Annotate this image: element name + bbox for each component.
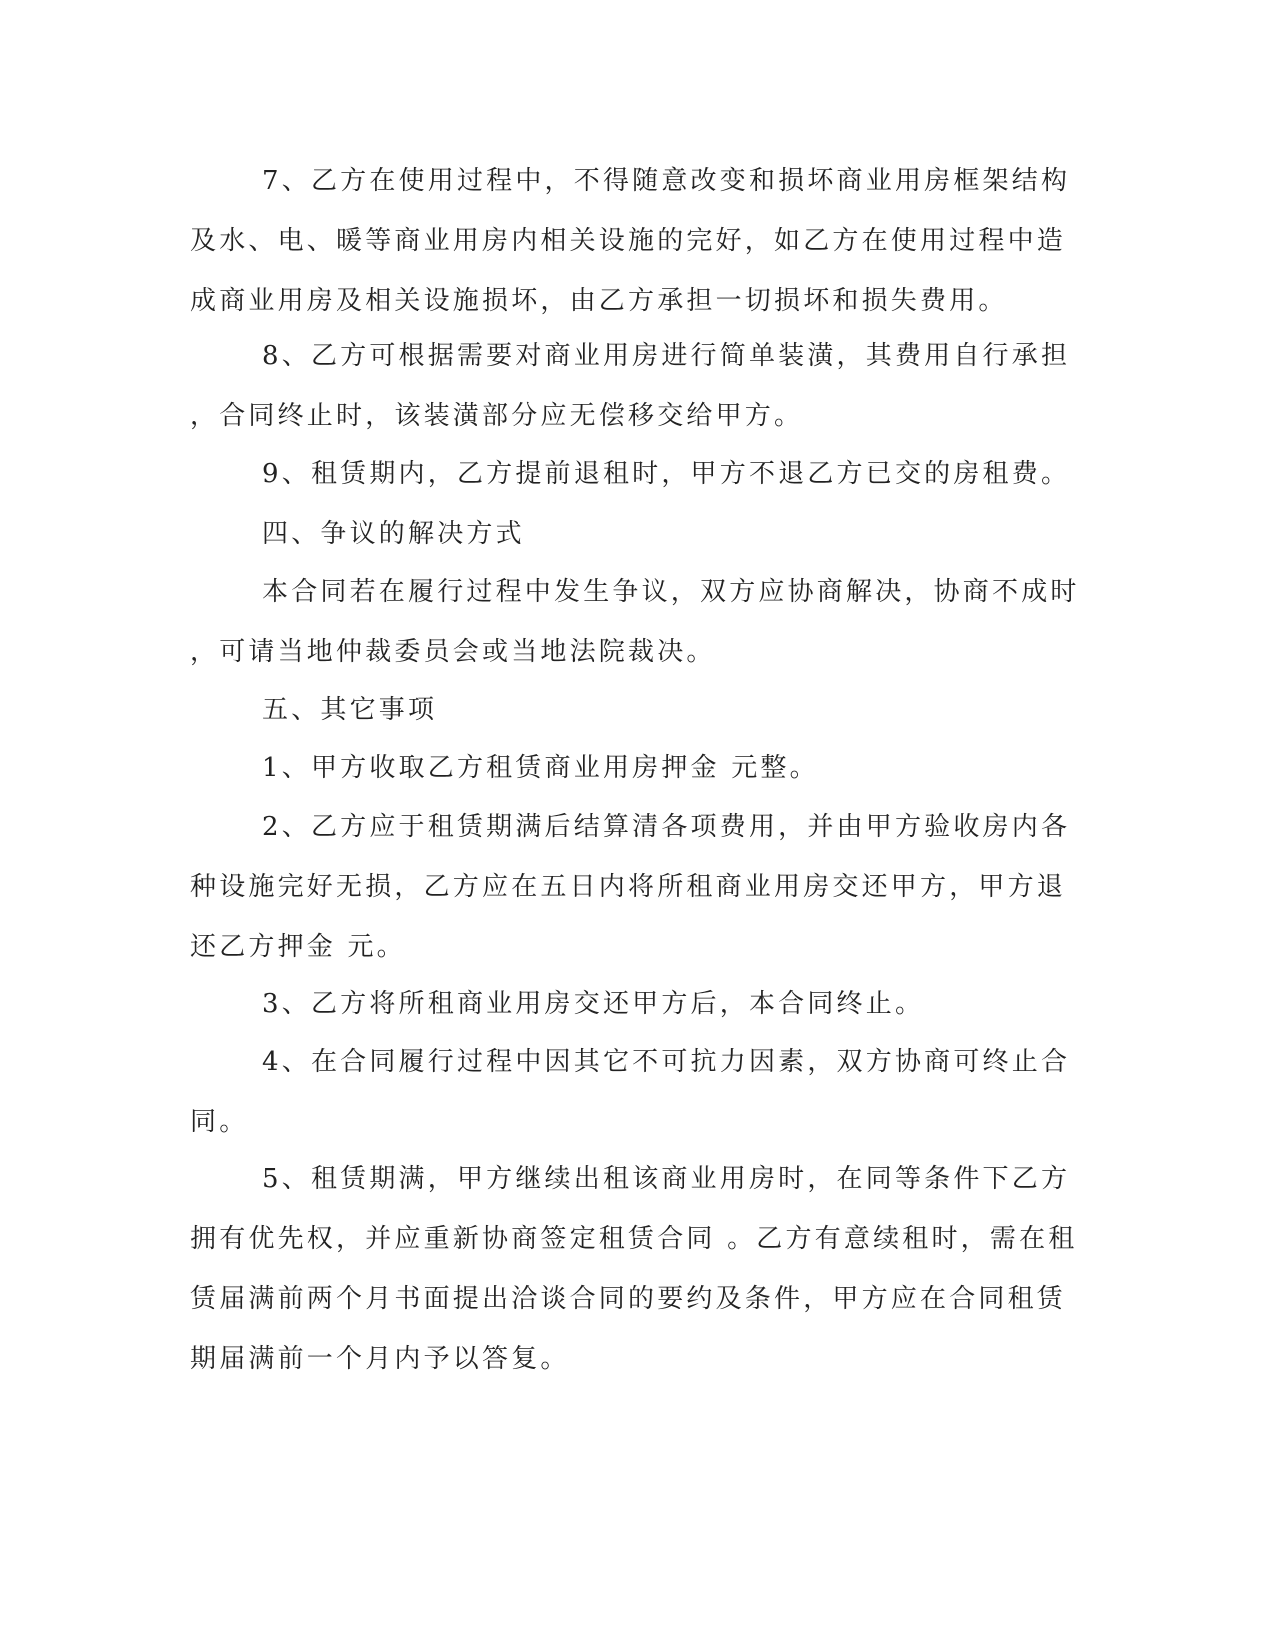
section-4-heading [190,504,1070,564]
text-line: 成商业用房及相关设施损坏，由乙方承担一切损坏和损失费用。 [190,286,1008,316]
text-line: 9、租赁期内，乙方提前退租时，甲方不退乙方已交的房租费。 [262,459,1071,489]
text-line: 拥有优先权，并应重新协商签定租赁合同 。乙方有意续租时，需在租 [190,1224,1078,1254]
clause-9-paragraph [190,444,1070,504]
item-3-paragraph [190,974,1070,1034]
section-heading: 四、争议的解决方式 [262,519,525,549]
text-line: 8、乙方可根据需要对商业用房进行简单装潢，其费用自行承担 [262,341,1071,371]
text-line: 7、乙方在使用过程中，不得随意改变和损坏商业用房框架结构 [262,166,1071,196]
text-line: 还乙方押金 元。 [190,932,406,962]
dispute-resolution-paragraph [190,562,1080,682]
text-line: 4、在合同履行过程中因其它不可抗力因素，双方协商可终止合 [262,1047,1071,1077]
text-line: 期届满前一个月内予以答复。 [190,1344,570,1374]
clause-8-paragraph [190,326,1070,446]
text-line: 赁届满前两个月书面提出洽谈合同的要约及条件，甲方应在合同租赁 [190,1284,1067,1314]
text-line: ，合同终止时，该装潢部分应无偿移交给甲方。 [190,401,804,431]
text-line: 2、乙方应于租赁期满后结算清各项费用，并由甲方验收房内各 [262,812,1071,842]
text-line: 及水、电、暖等商业用房内相关设施的完好，如乙方在使用过程中造 [190,226,1067,256]
item-1-paragraph [190,738,1070,798]
item-5-paragraph [190,1149,1078,1389]
text-line: ，可请当地仲裁委员会或当地法院裁决。 [190,637,716,667]
text-line: 1、甲方收取乙方租赁商业用房押金 元整。 [262,753,819,783]
item-2-paragraph [190,797,1070,977]
section-5-heading [190,680,1070,740]
text-line: 种设施完好无损，乙方应在五日内将所租商业用房交还甲方，甲方退 [190,872,1067,902]
text-line: 本合同若在履行过程中发生争议，双方应协商解决，协商不成时 [262,577,1080,607]
text-line: 5、租赁期满，甲方继续出租该商业用房时，在同等条件下乙方 [262,1164,1071,1194]
text-line: 3、乙方将所租商业用房交还甲方后，本合同终止。 [262,989,925,1019]
text-line: 同。 [190,1107,249,1137]
clause-7-paragraph [190,151,1070,331]
section-heading: 五、其它事项 [262,695,438,725]
item-4-paragraph [190,1032,1070,1152]
